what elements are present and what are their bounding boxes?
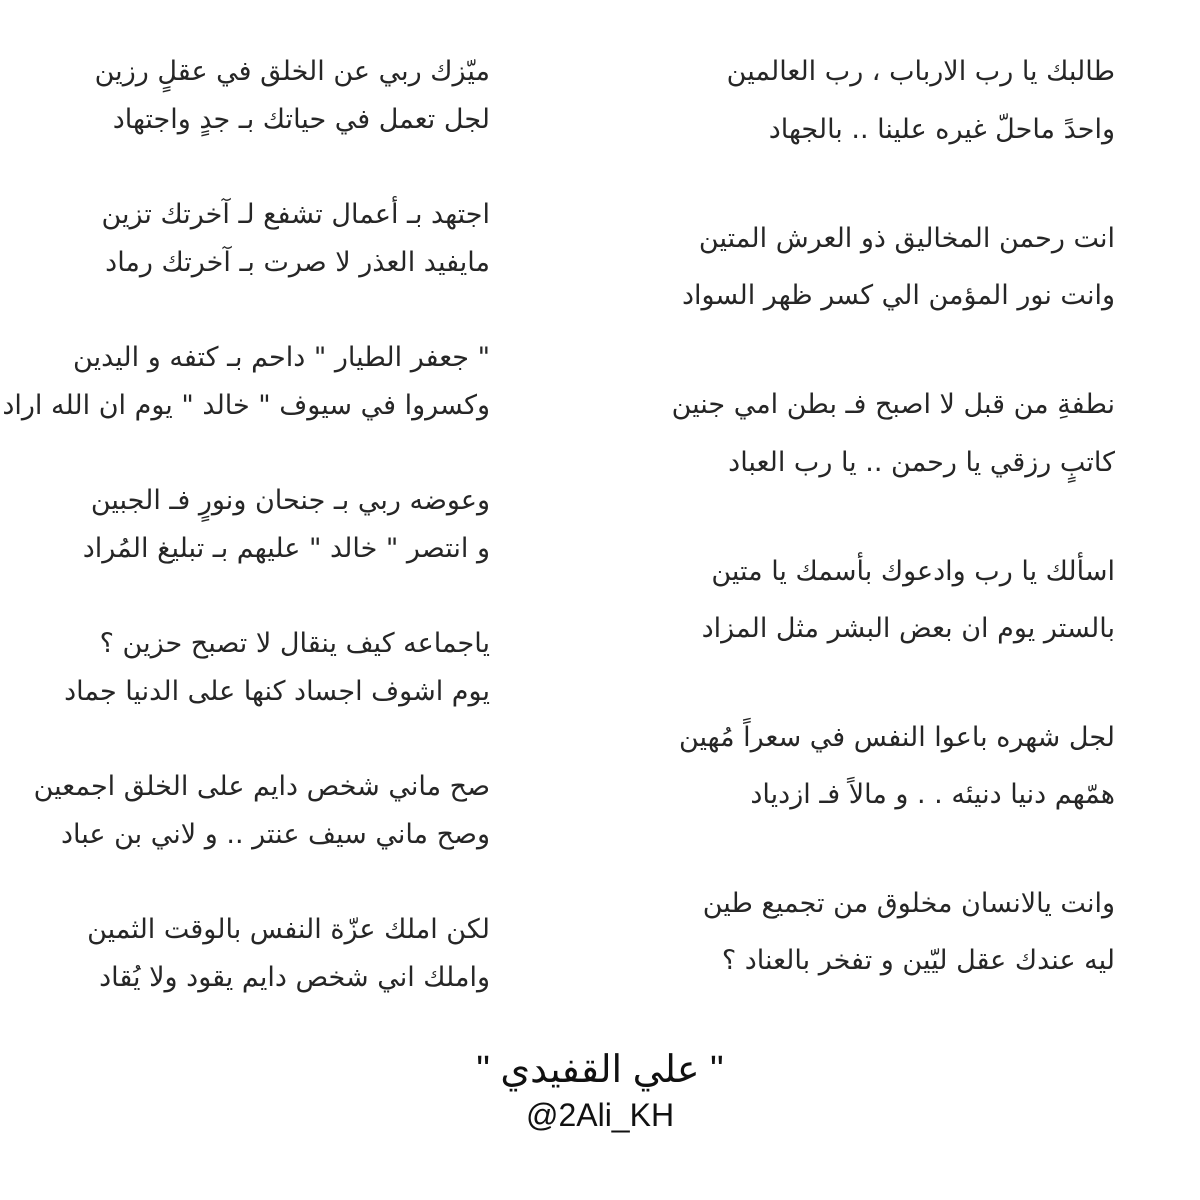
poem-line: بالستر يوم ان بعض البشر مثل المزاد [701,613,1115,644]
poem-line: واملك اني شخص دايم يقود ولا يُقاد [99,962,490,993]
poem-line: و انتصر " خالد " عليهم بـ تبليغ المُراد [82,533,490,564]
poem-line: صح ماني شخص دايم على الخلق اجمعين [33,771,490,802]
poem-line: كاتبٍ رزقي يا رحمن .. يا رب العباد [728,447,1115,478]
poem-line: واحدً ماحلّ غيره علينا .. بالجهاد [768,114,1115,145]
author-signature [0,1045,1200,1135]
poem-line: يوم اشوف اجساد كنها على الدنيا جماد [64,676,490,707]
poem-line: انت رحمن المخاليق ذو العرش المتين [698,223,1115,254]
author-handle: @2Ali_KH [525,1097,675,1133]
poem-line: وكسروا في سيوف " خالد " يوم ان الله اراد [2,390,490,421]
poem-line: وعوضه ربي بـ جنحان ونورٍ فـ الجبين [90,485,490,516]
poem-line: لجل شهره باعوا النفس في سعراً مُهين [678,722,1115,753]
poem-line: طالبك يا رب الارباب ، رب العالمين [726,56,1115,87]
poem-line: همّهم دنيا دنيئه . . و مالاً فـ ازدياد [750,779,1115,810]
poem-line: وصح ماني سيف عنتر .. و لاني بن عباد [61,819,490,850]
poem-line: لكن املك عزّة النفس بالوقت الثمين [87,914,490,945]
poem-line: ميّزك ربي عن الخلق في عقلٍ رزين [94,56,490,87]
poem-line: مايفيد العذر لا صرت بـ آخرتك رماد [105,247,490,278]
poem-line: لجل تعمل في حياتك بـ جدٍ واجتهاد [112,104,490,135]
poem-line: ليه عندك عقل ليّين و تفخر بالعناد ؟ [721,945,1115,976]
poem-line: نطفةِ من قبل لا اصبح فـ بطن امي جنين [671,389,1115,420]
poem-line: وانت يالانسان مخلوق من تجميع طين [702,888,1115,919]
poem-line: " جعفر الطيار " داحم بـ كتفه و اليدين [73,342,490,373]
poem-line: وانت نور المؤمن الي كسر ظهر السواد [681,280,1115,311]
poem-line: اسألك يا رب وادعوك بأسمك يا متين [711,556,1115,587]
author-name: " علي القفيدي " [476,1049,724,1091]
poem-line: ياجماعه كيف ينقال لا تصبح حزين ؟ [99,628,490,659]
poem-line: اجتهد بـ أعمال تشفع لـ آخرتك تزين [101,199,490,230]
